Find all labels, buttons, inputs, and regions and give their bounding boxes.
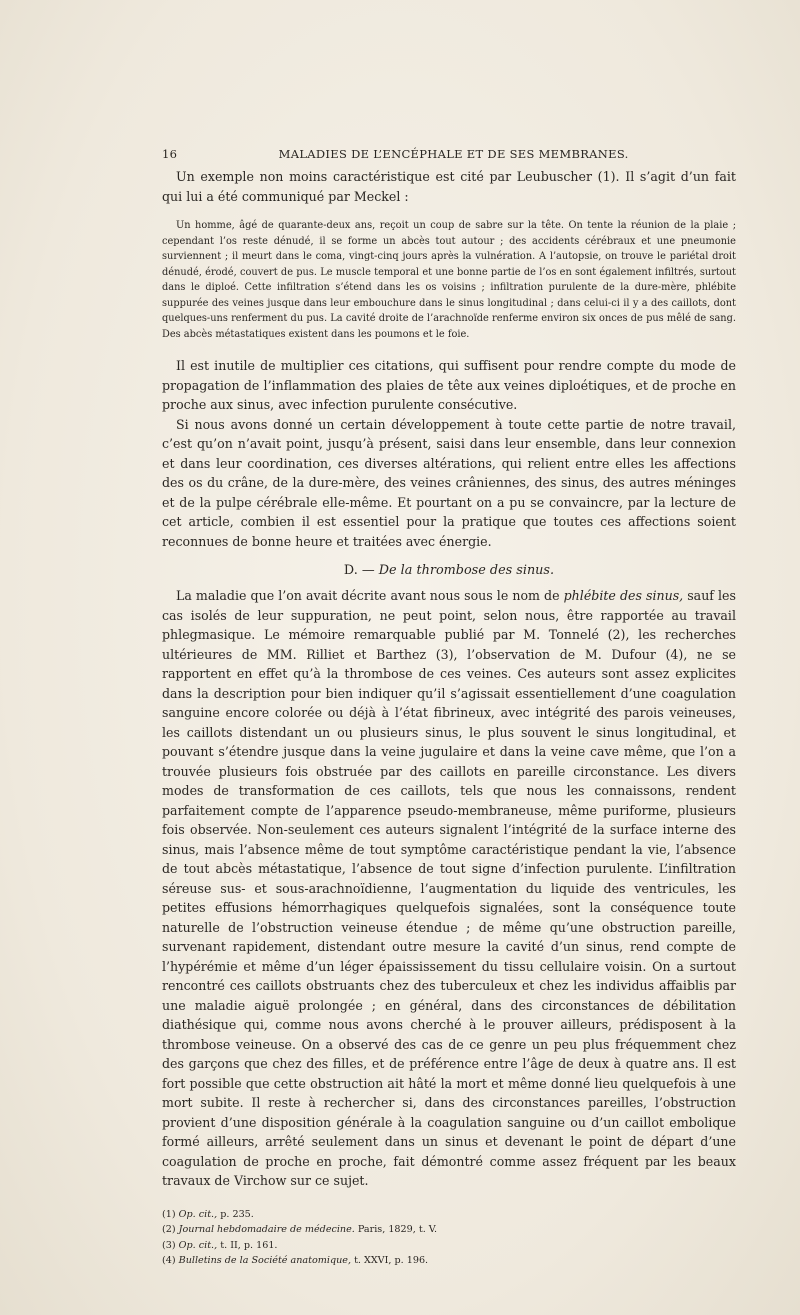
text-column: [162, 147, 736, 1269]
footnote-source: Journal hebdomadaire de médecine.: [178, 1224, 355, 1235]
footnote-source: Op. cit.,: [178, 1239, 218, 1251]
footnote-number: (1): [162, 1208, 176, 1220]
footnotes: [162, 1207, 736, 1269]
footnote-detail: t. XXVI, p. 196.: [354, 1255, 429, 1266]
running-title: MALADIES DE L’ENCÉPHALE ET DE SES MEMBRANES.: [278, 147, 629, 161]
main-paragraph-after: sauf les cas isolés de leur suppuration, ne peut point, selon nous, être rapportée au travail phlegmasique. Le mémoire remarquable publié par M. Tonnelé (2), les recherches ultérieures de MM. Rilliet et Barthez (3), l’observation de M. Dufour (4), ne se rapportent en effet qu’à la thrombose de ces veines. Ces auteurs sont assez explicites dans la description pour bien indiquer qu’il s’agissait essentiellement d’une coagulation sanguine encore colorée ou déjà à l’état fibrineux, avec intégrité des parois veineuses, les caillots distendant un ou plusieurs sinus, le plus souvent le sinus longitudinal, et pouvant s’étendre jusque dans la veine jugulaire et dans la veine cave même, que l’on a trouvée plusieurs fois obstruée par des caillots en pareille circonstance. Les divers modes de transformation de ces caillots, tels que nous les connaissons, rendent parfaitement compte de l’apparence pseudo-membraneuse, même puriforme, plusieurs fois observée. Non-seulement ces auteurs signalent l’intégrité de la surface interne des sinus, mais l’absence même de tout symptôme caractéristique pendant la vie, l’absence de tout abcès métastatique, l’absence de tout signe d’infection purulente. L’infiltration séreuse sus- et sous-arachnoïdienne, l’augmentation du liquide des ventricules, les petites effusions hémorrhagiques quelquefois signalées, sont la conséquence toute naturelle de l’obstruction veineuse étendue ; de même qu’une obstruction pareille, survenant rapidement, distendant outre mesure la cavité d’un sinus, rend compte de l’hypérémie et même d’un léger épaississement du tissu cellulaire voisin. On a surtout rencontré ces caillots obstruants chez des tuberculeux et chez les individus affaiblis par une maladie aiguë prolongée ; en général, dans des circonstances de débilitation diathésique qui, comme nous avons cherché à le prouver ailleurs, prédisposent à la thrombose veineuse. On a observé des cas de ce genre un peu plus fréquemment chez des garçons que chez des filles, et de préférence entre l’âge de deux à quatre ans. Il est fort possible que cette obstruction ait hâté la mort et même donné lieu quelquefois à une mort subite. Il reste à rechercher si, dans des circonstances pareilles, l’obstruction provient d’une disposition générale à la coagulation sanguine ou d’un caillot embolique formé ailleurs, arrêté seulement dans un sinus et devenant le point de départ d’une coagulation de proche en proche, fait démontré comme assez fréquent par les beaux travaux de Virchow sur ce sujet.: [162, 588, 736, 1188]
section-prefix: D. —: [343, 563, 375, 578]
running-header: [162, 147, 736, 161]
page-number: 16: [162, 147, 178, 161]
footnote: [162, 1253, 736, 1269]
main-paragraph-italic: phlébite des sinus,: [563, 588, 684, 603]
footnote-number: (4): [162, 1255, 176, 1266]
footnote-detail: Paris, 1829, t. V.: [357, 1224, 438, 1235]
intro-paragraph: Un exemple non moins caractéristique est cité par Leubuscher (1). Il s’agit d’un fait qui lui a été communiqué par Meckel :: [162, 169, 736, 204]
footnote-number: (2): [162, 1224, 176, 1235]
footnote-detail: t. II, p. 161.: [220, 1239, 278, 1251]
footnote-source: Op. cit.,: [178, 1208, 218, 1220]
main-paragraph: [162, 586, 736, 1191]
footnote-source: Bulletins de la Société anatomique,: [178, 1255, 351, 1266]
main-paragraph-before: La maladie que l’on avait décrite avant nous sous le nom de: [176, 588, 560, 603]
footnote-detail: p. 235.: [220, 1208, 254, 1220]
paragraph-2: Si nous avons donné un certain développement à toute cette partie de notre travail, c’est qu’on n’avait point, jusqu’à présent, saisi dans leur ensemble, dans leur connexion et dans leur coordination, ces diverses altérations, qui relient entre elles les affections des os du crâne, de la dure-mère, des veines crâniennes, des sinus, des autres méninges et de la pulpe cérébrale elle-même. Et pourtant on a pu se convaincre, par la lecture de cet article, combien il est essentiel pour la pratique que toutes ces affections soient reconnues de bonne heure et traitées avec énergie.: [162, 416, 736, 549]
section-heading: [162, 563, 736, 578]
footnote-number: (3): [162, 1239, 176, 1251]
footnote: [162, 1238, 736, 1254]
case-quote: Un homme, âgé de quarante-deux ans, reçoit un coup de sabre sur la tête. On tente la réunion de la plaie ; cependant l’os reste dénudé, il se forme un abcès tout autour ; des accidents cérébraux et une pneumonie surviennent ; il meurt dans le coma, vingt-cinq jours après la vulnération. A l’autopsie, on trouve le pariétal droit dénudé, érodé, couvert de pus. Le muscle temporal et une bonne partie de l’os en sont également infiltrés, surtout dans le diploé. Cette infiltration s’étend dans les os voisins ; infiltration purulente de la dure-mère, phlébite suppurée des veines jusque dans leur embouchure dans le sinus longitudinal ; dans celui-ci il y a des caillots, dont quelques-uns renferment du pus. La cavité droite de l’arachnoïde renferme environ six onces de pus mêlé de sang. Des abcès métastatiques existent dans les poumons et le foie.: [162, 220, 736, 340]
section-title: De la thrombose des sinus.: [378, 563, 555, 578]
footnote: [162, 1207, 736, 1223]
paragraph-1: Il est inutile de multiplier ces citations, qui suffisent pour rendre compte du mode de propagation de l’inflammation des plaies de tête aux veines diploétiques, et de proche en proche aux sinus, avec infection purulente consécutive.: [162, 358, 736, 412]
footnote: [162, 1222, 736, 1238]
